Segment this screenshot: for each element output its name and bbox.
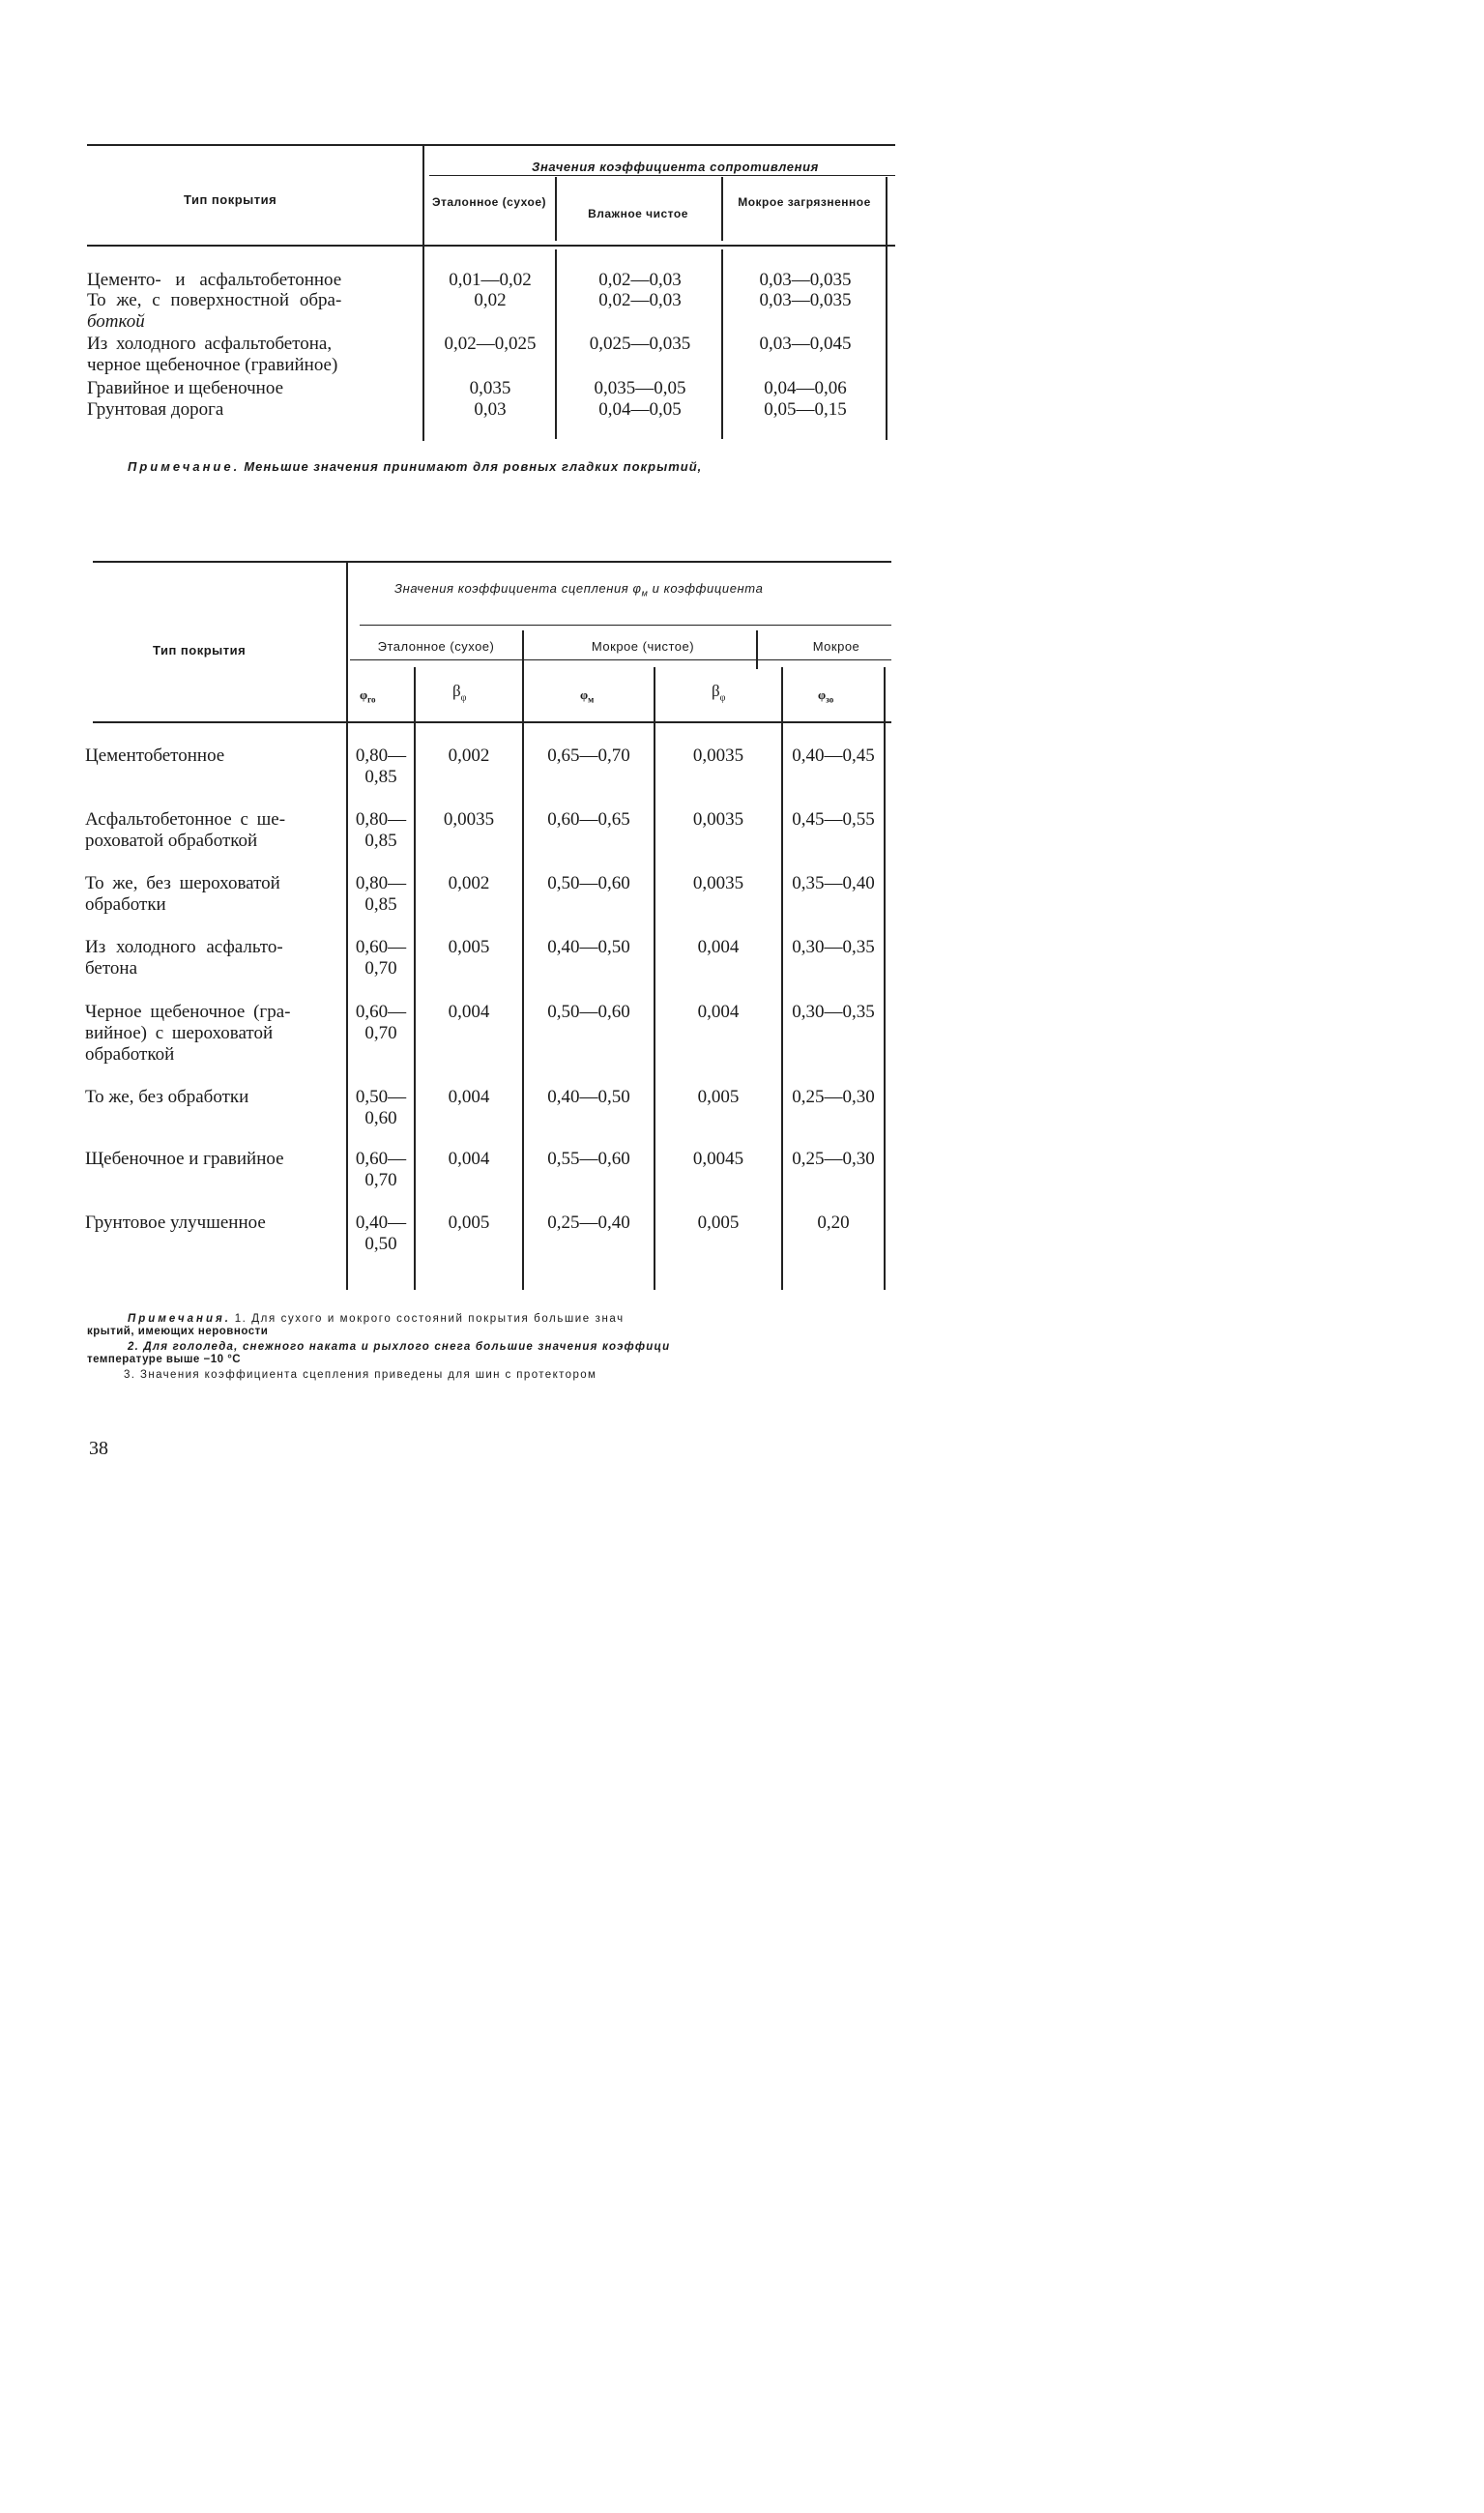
table2-value-phi-dry [348, 809, 414, 852]
table1-row-label: Гравийное и щебеночное [87, 378, 284, 398]
table2-type-header: Тип покрытия [153, 643, 247, 657]
table1-row-label-cont: боткой [87, 311, 145, 332]
table2-note-3: 3. Значения коэффициента сцепления приведены для шин с протектором [124, 1369, 597, 1381]
table2-value-phi-dry-top: 0,80— [355, 745, 407, 766]
table2-value-beta-dry: 0,005 [448, 1213, 490, 1233]
table2-sym-phi-zo-base: φ [818, 687, 827, 702]
table1-value-damp: 0,02—0,03 [598, 270, 682, 290]
table2-row-label-cont: вийное) с шероховатой [85, 1023, 274, 1043]
table1-header-rule [87, 245, 895, 247]
table2-value-phi-dirty: 0,30—0,35 [792, 1002, 875, 1022]
table2-note-1-text: 1. Для сухого и мокрого состояний покрытия большие знач [234, 1313, 625, 1325]
table2-value-phi-wet: 0,65—0,70 [547, 745, 630, 766]
table2-sym-phi-go-sub: го [367, 694, 376, 705]
table2-value-phi-wet: 0,40—0,50 [547, 937, 630, 957]
table2-note-1-cont: крытий, имеющих неровности [87, 1326, 269, 1337]
table2-group-header-tail: и коэффициента [648, 581, 764, 596]
table2-value-phi-dry-top: 0,60— [355, 1149, 407, 1169]
table2-sym-beta-1-sub: φ [460, 692, 467, 704]
table2-row-label: Щебеночное и гравийное [85, 1149, 284, 1169]
table2-subgroup-rule [350, 659, 891, 660]
table1-divider-3 [886, 177, 887, 440]
table2-value-phi-dry-bottom: 0,70 [364, 958, 397, 979]
table2-sym-phi-m-sub: м [588, 694, 595, 705]
page-number: 38 [89, 1438, 108, 1459]
table2-value-phi-dry-bottom: 0,85 [364, 831, 397, 851]
table2-group-header-sub: м [641, 588, 649, 599]
table1-value-wet: 0,03—0,045 [759, 334, 852, 354]
table1-subheader-dry [431, 194, 547, 210]
table1-group-rule [429, 175, 895, 176]
table2-row-label: Из холодного асфальто- [85, 937, 283, 957]
table1-value-wet: 0,04—0,06 [764, 378, 847, 398]
table2-row-label-cont: обработки [85, 894, 166, 915]
table2-value-phi-wet: 0,40—0,50 [547, 1087, 630, 1107]
table1-type-header: Тип покрытия [184, 192, 277, 207]
table2-row-label-cont: роховатой обработкой [85, 831, 258, 851]
table2-value-beta-dry: 0,005 [448, 937, 490, 957]
table2-sym-beta-2-base: β [712, 682, 720, 700]
table1-value-dry: 0,01—0,02 [449, 270, 532, 290]
table2-value-beta-dry: 0,0035 [443, 809, 495, 830]
table2-value-phi-dry-top: 0,80— [355, 809, 407, 830]
table2-value-phi-wet: 0,55—0,60 [547, 1149, 630, 1169]
table1-top-rule [87, 144, 895, 146]
table1-row-label-cont: черное щебеночное (гравийное) [87, 355, 338, 375]
table1-value-dry: 0,02—0,025 [444, 334, 537, 354]
table2-value-phi-dry-bottom: 0,70 [364, 1170, 397, 1190]
table2-value-phi-wet: 0,25—0,40 [547, 1213, 630, 1233]
table2-top-rule [93, 561, 891, 563]
table2-sym-beta-1-base: β [452, 682, 461, 700]
table2-value-phi-dry-bottom: 0,70 [364, 1023, 397, 1043]
table2-row-label: Грунтовое улучшенное [85, 1213, 266, 1233]
table1-subheader-damp: Влажное чистое [588, 207, 688, 220]
table1-group-header: Значения коэффициента сопротивления [532, 160, 819, 174]
table2-value-phi-dry [348, 1087, 414, 1129]
table2-value-phi-dry-bottom: 0,60 [364, 1108, 397, 1128]
table1-value-wet: 0,05—0,15 [764, 399, 847, 420]
table2-value-phi-dry [348, 1213, 414, 1255]
table2-value-phi-dry-top: 0,50— [355, 1087, 407, 1107]
table2-value-phi-dry-bottom: 0,85 [364, 767, 397, 787]
table2-value-beta-dry: 0,004 [448, 1002, 490, 1022]
table2-note-2-cont: температуре выше −10 °C [87, 1354, 242, 1365]
table1-row-label: Грунтовая дорога [87, 399, 224, 420]
table2-sym-beta-1 [452, 681, 466, 708]
table2-note-2: 2. Для гололеда, снежного наката и рыхлого снега большие значения коэффици [128, 1341, 671, 1353]
table2-value-phi-dirty: 0,40—0,45 [792, 745, 875, 766]
table1-divider-2 [721, 177, 723, 241]
table1-note-text: Меньшие значения принимают для ровных гладких покрытий, [244, 459, 703, 474]
table1-value-damp: 0,02—0,03 [598, 290, 682, 310]
table2-subgroup-wet-clean: Мокрое (чистое) [591, 639, 695, 654]
table2-sym-phi-m-base: φ [580, 687, 589, 702]
table2-sym-phi-zo [818, 685, 833, 711]
table2-value-beta-wet: 0,005 [697, 1087, 740, 1107]
table2-note-1 [128, 1313, 625, 1326]
table2-value-beta-dry: 0,004 [448, 1087, 490, 1107]
table2-divider-5 [884, 667, 886, 1290]
table2-value-beta-wet: 0,0035 [692, 809, 744, 830]
table2-notes-lead: Примечания. [128, 1313, 231, 1325]
table2-value-beta-dry: 0,002 [448, 873, 490, 893]
table1-divider-type [422, 145, 424, 441]
table2-value-beta-dry: 0,004 [448, 1149, 490, 1169]
table1-note-lead: Примечание. [128, 459, 241, 474]
table1-row-label: Из холодного асфальтобетона, [87, 334, 333, 354]
table1-body-divider-2 [721, 249, 723, 439]
table2-header-rule [93, 721, 891, 723]
table1-value-damp: 0,025—0,035 [589, 334, 691, 354]
table1-value-wet: 0,03—0,035 [759, 270, 852, 290]
table2-value-phi-dry [348, 1149, 414, 1191]
table1-value-damp: 0,04—0,05 [598, 399, 682, 420]
table2-sym-phi-go-base: φ [360, 687, 368, 702]
table2-value-phi-dry [348, 1002, 414, 1044]
table2-value-phi-dirty: 0,35—0,40 [792, 873, 875, 893]
table2-value-phi-dry-top: 0,60— [355, 937, 407, 957]
table2-group-header-text: Значения коэффициента сцепления φ [394, 581, 642, 596]
table1-body-divider-1 [555, 249, 557, 439]
table2-value-beta-wet: 0,0035 [692, 873, 744, 893]
table2-value-phi-wet: 0,60—0,65 [547, 809, 630, 830]
table2-value-beta-wet: 0,0045 [692, 1149, 744, 1169]
table1-divider-1 [555, 177, 557, 241]
table2-value-phi-wet: 0,50—0,60 [547, 873, 630, 893]
table2-sym-phi-zo-sub: зо [826, 694, 834, 705]
table2-group-header [394, 578, 763, 604]
table2-subgroup-wet: Мокрое [812, 639, 860, 654]
table2-value-phi-dry-top: 0,60— [355, 1002, 407, 1022]
table2-sym-phi-go [360, 685, 376, 711]
table2-sym-beta-2 [712, 681, 725, 708]
table2-value-phi-dry-bottom: 0,85 [364, 894, 397, 915]
table2-divider-sub-1 [522, 630, 524, 669]
table2-subgroup-dry: Эталонное (сухое) [377, 639, 495, 654]
table1-value-dry: 0,035 [469, 378, 511, 398]
table1-subheader-wet [727, 194, 882, 210]
table2-divider-sub-2 [756, 630, 758, 669]
table2-value-phi-dirty: 0,45—0,55 [792, 809, 875, 830]
table2-sym-phi-m [580, 685, 594, 711]
table2-value-phi-dry [348, 937, 414, 979]
table2-row-label-cont: обработкой [85, 1044, 175, 1065]
table2-row-label: Черное щебеночное (гра- [85, 1002, 291, 1022]
table2-value-phi-dirty: 0,30—0,35 [792, 937, 875, 957]
table2-row-label: Цементобетонное [85, 745, 225, 766]
table2-value-phi-dry-bottom: 0,50 [364, 1234, 397, 1254]
table1-value-damp: 0,035—0,05 [594, 378, 686, 398]
table2-value-phi-dry [348, 745, 414, 788]
table2-row-label: То же, без обработки [85, 1087, 249, 1107]
table2-value-beta-dry: 0,002 [448, 745, 490, 766]
table1-subheader-dry-label: Эталонное (сухое) [431, 195, 547, 209]
table1-value-wet: 0,03—0,035 [759, 290, 852, 310]
table1-value-dry: 0,02 [474, 290, 507, 310]
table2-value-phi-wet: 0,50—0,60 [547, 1002, 630, 1022]
table1-row-label: Цементо- и асфальтобетонное [87, 270, 342, 290]
table2-value-phi-dry [348, 873, 414, 916]
table2-row-label-cont: бетона [85, 958, 138, 979]
table2-value-beta-wet: 0,004 [697, 1002, 740, 1022]
table2-value-beta-wet: 0,004 [697, 937, 740, 957]
table2-value-phi-dirty: 0,20 [817, 1213, 850, 1233]
table2-value-phi-dry-top: 0,40— [355, 1213, 407, 1233]
table1-row-label: То же, с поверхностной обра- [87, 290, 342, 310]
table2-value-phi-dirty: 0,25—0,30 [792, 1149, 875, 1169]
table2-value-phi-dry-top: 0,80— [355, 873, 407, 893]
table1-note [128, 460, 702, 473]
table1-subheader-wet-label: Мокрое загрязненное [738, 195, 871, 209]
table2-sym-beta-2-sub: φ [719, 692, 726, 704]
table2-group-rule [360, 625, 891, 626]
table2-value-beta-wet: 0,0035 [692, 745, 744, 766]
table2-value-phi-dirty: 0,25—0,30 [792, 1087, 875, 1107]
table2-value-beta-wet: 0,005 [697, 1213, 740, 1233]
table2-row-label: То же, без шероховатой [85, 873, 280, 893]
table2-row-label: Асфальтобетонное с ше- [85, 809, 286, 830]
table1-value-dry: 0,03 [474, 399, 507, 420]
